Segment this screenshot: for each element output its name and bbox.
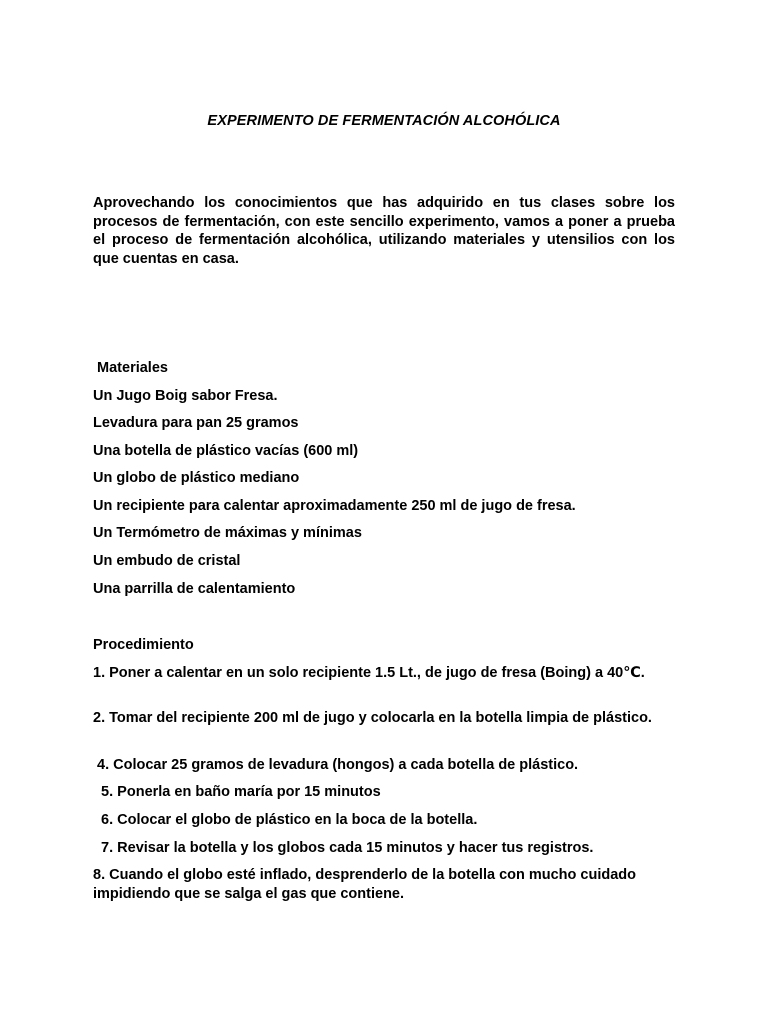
material-item: Levadura para pan 25 gramos — [93, 415, 299, 431]
procedure-step: 6. Colocar el globo de plástico en la boca de la botella. — [93, 812, 478, 828]
procedure-step: 5. Ponerla en baño maría por 15 minutos — [93, 784, 381, 800]
procedure-step: 2. Tomar del recipiente 200 ml de jugo y colocarla en la botella limpia de plástico. — [93, 710, 652, 726]
material-item: Un recipiente para calentar aproximadamente 250 ml de jugo de fresa. — [93, 498, 576, 514]
procedure-step: 1. Poner a calentar en un solo recipiente 1.5 Lt., de jugo de fresa (Boing) a 40℃. — [93, 665, 645, 681]
materials-heading: Materiales — [93, 360, 168, 376]
material-item: Una botella de plástico vacías (600 ml) — [93, 443, 359, 459]
material-item: Un globo de plástico mediano — [93, 470, 300, 486]
intro-paragraph: Aprovechando los conocimientos que has adquirido en tus clases sobre los procesos de fermentación, con este sencillo experimento, vamos a poner a prueba el proceso de fermentación alcohólica, utilizando materiales y utensilios con los que cuentas en casa. — [93, 195, 675, 267]
procedure-step: 8. Cuando el globo esté inflado, desprenderlo de la botella con mucho cuidado impidiendo que se salga el gas que contiene. — [93, 867, 637, 902]
procedure-step: 7. Revisar la botella y los globos cada 15 minutos y hacer tus registros. — [93, 840, 594, 856]
procedure-step: 4. Colocar 25 gramos de levadura (hongos) a cada botella de plástico. — [93, 757, 579, 773]
document-title: EXPERIMENTO DE FERMENTACIÓN ALCOHÓLICA — [207, 113, 561, 129]
material-item: Un Jugo Boig sabor Fresa. — [93, 388, 278, 404]
material-item: Una parrilla de calentamiento — [93, 581, 296, 597]
material-item: Un Termómetro de máximas y mínimas — [93, 525, 362, 541]
procedure-heading: Procedimiento — [93, 637, 194, 653]
material-item: Un embudo de cristal — [93, 553, 241, 569]
